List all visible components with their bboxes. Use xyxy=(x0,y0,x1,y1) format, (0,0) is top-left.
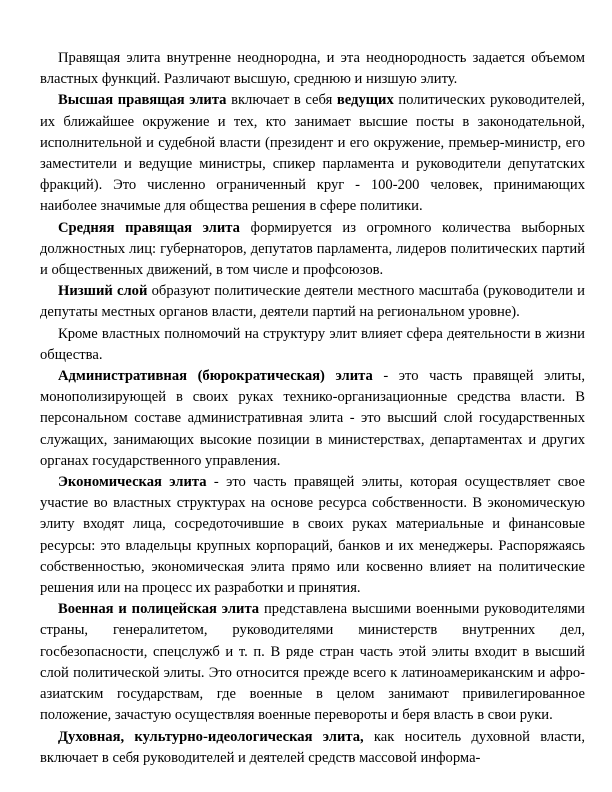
term-middle-elite: Средняя правящая элита xyxy=(58,219,240,236)
text-span: политических руководителей, их ближайшее окружение и тех, кто занимает высшие посты в законодательной, исполнительной и судебной власти (президент и его окружение, премьер-министр, его заместители и ведущие министры, спикер парламента и руководители депутатских фракций). Это численно ограниченный круг - 100-200 человек, принимающих наиболее значимые для общества решения в сфере политики. xyxy=(40,92,585,215)
paragraph-intro xyxy=(40,48,585,90)
text-span: - это часть правящей элиты, монополизирующей в своих руках технико-организационные средства власти. В персональном составе административная элита - это высший слой государственных служащих, занимающих высокие позиции в министерствах, департаментах и других органах государственного управления. xyxy=(40,368,585,469)
term-leading: ведущих xyxy=(336,92,394,109)
paragraph-military-elite xyxy=(40,599,585,726)
text-span: как носитель духовной власти, включает в себя руководителей и деятелей средств массовой информа- xyxy=(40,728,585,766)
term-spiritual-elite: Духовная, культурно-идеологическая элита, xyxy=(58,728,364,745)
term-military-elite: Военная и полицейская элита xyxy=(58,601,260,618)
paragraph-activity-sphere xyxy=(40,324,585,366)
text-span: образуют политические деятели местного масштаба (руководители и депутаты местных органов власти, деятели партий на региональном уровне). xyxy=(40,283,585,321)
paragraph-spiritual-elite xyxy=(40,727,585,769)
text-span: представлена высшими военными руководителями страны, генералитетом, руководителями министерств внутренних дел, госбезопасности, спецслужб и т. п. В ряде стран часть этой элиты входит в высший слой политической элиты. Это относится прежде всего к латиноамериканским и афро-азиатским государствам, где военные в целом занимают привилегированное положение, зачастую осуществляя военные перевороты и беря власть в свои руки. xyxy=(40,601,585,724)
document-page xyxy=(40,48,585,769)
paragraph-lower-layer xyxy=(40,281,585,323)
term-lower-layer: Низший слой xyxy=(58,283,148,300)
paragraph-higher-elite xyxy=(40,90,585,217)
paragraph-middle-elite xyxy=(40,218,585,282)
paragraph-administrative-elite xyxy=(40,366,585,472)
text-span: включает в себя xyxy=(226,92,337,109)
text-span: Кроме властных полномочий на структуру элит влияет сфера деятельности в жизни общества. xyxy=(40,325,585,363)
paragraph-economic-elite xyxy=(40,472,585,599)
term-administrative-elite: Административная (бюрократическая) элита xyxy=(58,368,373,385)
text-span: - это часть правящей элиты, которая осуществляет свое участие во властных структурах на основе ресурса собственности. В экономическую элиту входят лица, сосредоточившие в своих руках материальные и финансовые ресурсы: это владельцы крупных корпораций, банков и их менеджеры. Распоряжаясь собственностью, экономическая элита прямо или косвенно влияет на политические решения или на процесс их разработки и принятия. xyxy=(40,474,585,597)
term-higher-elite: Высшая правящая элита xyxy=(58,92,227,109)
term-economic-elite: Экономическая элита xyxy=(58,474,207,491)
text-span: формируется из огромного количества выборных должностных лиц: губернаторов, депутатов парламента, лидеров политических партий и общественных движений, в том числе и профсоюзов. xyxy=(40,219,585,279)
text-span: Правящая элита внутренне неоднородна, и эта неоднородность задается объемом властных функций. Различают высшую, среднюю и низшую элиту. xyxy=(40,50,585,88)
